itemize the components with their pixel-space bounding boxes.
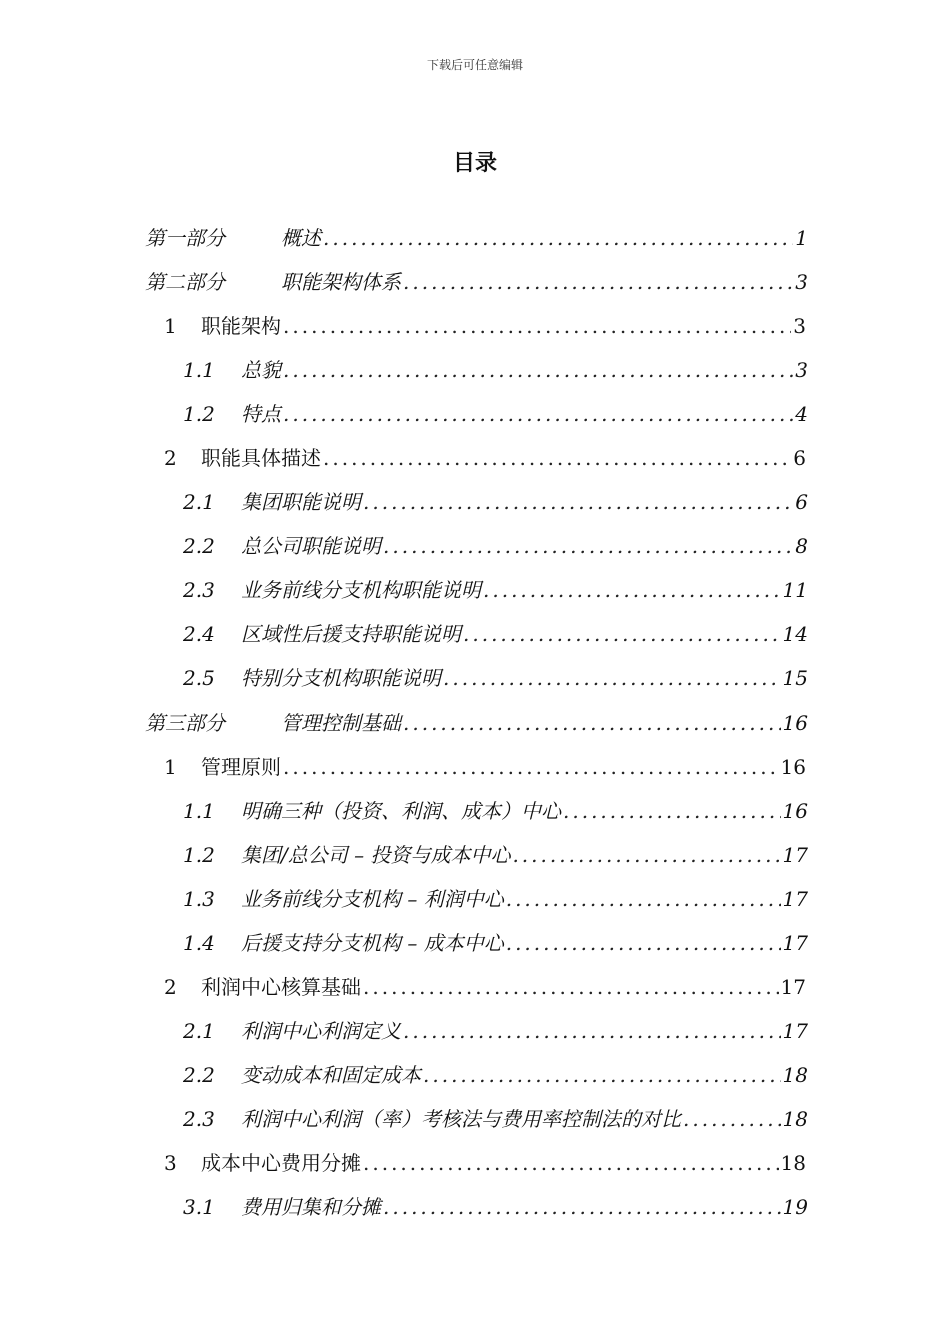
toc-entry-page-number: 6 bbox=[793, 446, 806, 470]
toc-entry-label: 利润中心核算基础 bbox=[201, 975, 361, 999]
toc-dot-leader bbox=[323, 446, 791, 470]
toc-dot-leader bbox=[463, 622, 781, 646]
toc-entry-page-number: 6 bbox=[795, 490, 808, 514]
toc-entry-label: 费用归集和分摊 bbox=[241, 1195, 381, 1219]
toc-entry[interactable] bbox=[183, 662, 808, 692]
toc-entry[interactable] bbox=[183, 398, 808, 428]
toc-entry[interactable] bbox=[183, 574, 808, 604]
toc-entry-number: 3 bbox=[164, 1151, 177, 1175]
toc-dot-leader bbox=[423, 1063, 781, 1087]
toc-entry-page-number: 14 bbox=[782, 622, 808, 646]
toc-entry-page-number: 15 bbox=[782, 666, 808, 690]
header-note: 下载后可任意编辑 bbox=[426, 58, 523, 72]
toc-entry-number: 1.3 bbox=[183, 887, 215, 911]
toc-entry-label: 特点 bbox=[241, 402, 281, 426]
toc-dot-leader bbox=[283, 755, 779, 779]
toc-entry-label: 成本中心费用分摊 bbox=[201, 1151, 361, 1175]
toc-entry-page-number: 3 bbox=[795, 358, 808, 382]
toc-entry-label: 特别分支机构职能说明 bbox=[241, 666, 441, 690]
toc-entry-number: 1.2 bbox=[183, 402, 215, 426]
toc-entry-page-number: 19 bbox=[782, 1195, 808, 1219]
toc-dot-leader bbox=[506, 887, 781, 911]
toc-entry[interactable] bbox=[183, 839, 808, 869]
toc-entry-label: 业务前线分支机构职能说明 bbox=[241, 578, 481, 602]
toc-dot-leader bbox=[563, 799, 781, 823]
toc-entry[interactable] bbox=[145, 266, 808, 296]
toc-entry-page-number: 16 bbox=[782, 799, 808, 823]
toc-entry-page-number: 3 bbox=[795, 270, 808, 294]
toc-entry-number: 2.4 bbox=[183, 622, 215, 646]
toc-entry-page-number: 17 bbox=[782, 931, 808, 955]
toc-entry-label: 管理原则 bbox=[201, 755, 281, 779]
toc-entry-label: 职能具体描述 bbox=[201, 446, 321, 470]
toc-dot-leader bbox=[383, 534, 793, 558]
toc-entry[interactable] bbox=[183, 354, 808, 384]
toc-entry-page-number: 3 bbox=[793, 314, 806, 338]
toc-entry[interactable] bbox=[164, 442, 806, 472]
toc-entry[interactable] bbox=[145, 222, 808, 252]
toc-dot-leader bbox=[323, 226, 793, 250]
toc-title: 目录 bbox=[452, 151, 497, 176]
toc-entry-number: 1.1 bbox=[183, 358, 215, 382]
toc-entry-label: 管理控制基础 bbox=[281, 711, 401, 735]
toc-entry[interactable] bbox=[183, 1015, 808, 1045]
toc-entry-page-number: 17 bbox=[782, 843, 808, 867]
toc-entry-page-number: 18 bbox=[782, 1107, 808, 1131]
toc-entry[interactable] bbox=[183, 795, 808, 825]
toc-entry-label: 集团职能说明 bbox=[241, 490, 361, 514]
toc-entry-number: 第一部分 bbox=[145, 226, 225, 250]
toc-entry-number: 1 bbox=[164, 314, 177, 338]
toc-entry-label: 业务前线分支机构 – 利润中心 bbox=[241, 887, 504, 911]
toc-dot-leader bbox=[283, 402, 793, 426]
toc-entry-number: 1 bbox=[164, 755, 177, 779]
toc-entry-number: 2 bbox=[164, 975, 177, 999]
toc-entry-label: 明确三种（投资、利润、成本）中心 bbox=[241, 799, 561, 823]
toc-entry-number: 3.1 bbox=[183, 1195, 215, 1219]
toc-entry-page-number: 17 bbox=[780, 975, 806, 999]
toc-entry-label: 变动成本和固定成本 bbox=[241, 1063, 421, 1087]
toc-dot-leader bbox=[283, 314, 791, 338]
toc-entry[interactable] bbox=[145, 707, 808, 737]
toc-entry[interactable] bbox=[164, 751, 806, 781]
toc-entry-label: 利润中心利润定义 bbox=[241, 1019, 401, 1043]
toc-entry-page-number: 4 bbox=[795, 402, 808, 426]
toc-entry-number: 1.2 bbox=[183, 843, 215, 867]
toc-dot-leader bbox=[283, 358, 793, 382]
toc-entry-page-number: 18 bbox=[782, 1063, 808, 1087]
toc-entry[interactable] bbox=[183, 530, 808, 560]
toc-entry-label: 利润中心利润（率）考核法与费用率控制法的对比 bbox=[241, 1107, 681, 1131]
toc-dot-leader bbox=[403, 1019, 781, 1043]
toc-entry-page-number: 16 bbox=[780, 755, 806, 779]
toc-entry-label: 总貌 bbox=[241, 358, 281, 382]
toc-dot-leader bbox=[363, 1151, 779, 1175]
toc-entry[interactable] bbox=[183, 927, 808, 957]
toc-entry-number: 2.2 bbox=[183, 534, 215, 558]
toc-dot-leader bbox=[506, 931, 781, 955]
toc-dot-leader bbox=[363, 490, 793, 514]
toc-entry-label: 职能架构 bbox=[201, 314, 281, 338]
toc-entry[interactable] bbox=[183, 486, 808, 516]
toc-entry-label: 职能架构体系 bbox=[281, 270, 401, 294]
toc-entry-page-number: 17 bbox=[782, 1019, 808, 1043]
toc-dot-leader bbox=[443, 666, 781, 690]
toc-entry-number: 2.2 bbox=[183, 1063, 215, 1087]
toc-entry[interactable] bbox=[183, 1103, 808, 1133]
toc-entry-number: 第三部分 bbox=[145, 711, 225, 735]
toc-entry-number: 2.3 bbox=[183, 578, 215, 602]
toc-entry-number: 1.4 bbox=[183, 931, 215, 955]
toc-entry-number: 2.1 bbox=[183, 490, 215, 514]
toc-entry-page-number: 8 bbox=[795, 534, 808, 558]
toc-entry-label: 概述 bbox=[281, 226, 321, 250]
toc-entry-label: 集团/总公司 – 投资与成本中心 bbox=[241, 843, 511, 867]
toc-dot-leader bbox=[403, 270, 793, 294]
toc-entry-number: 2.5 bbox=[183, 666, 215, 690]
toc-entry[interactable] bbox=[164, 971, 806, 1001]
toc-entry[interactable] bbox=[164, 1147, 806, 1177]
toc-entry-number: 2 bbox=[164, 446, 177, 470]
toc-entry-label: 区域性后援支持职能说明 bbox=[241, 622, 461, 646]
toc-entry-number: 1.1 bbox=[183, 799, 215, 823]
toc-entry-number: 第二部分 bbox=[145, 270, 225, 294]
toc-dot-leader bbox=[383, 1195, 781, 1219]
toc-dot-leader bbox=[512, 843, 780, 867]
toc-entry[interactable] bbox=[164, 310, 806, 340]
toc-entry-number: 2.3 bbox=[183, 1107, 215, 1131]
toc-entry[interactable] bbox=[183, 1059, 808, 1089]
toc-entry-label: 总公司职能说明 bbox=[241, 534, 381, 558]
toc-dot-leader bbox=[483, 578, 781, 602]
toc-entry[interactable] bbox=[183, 883, 808, 913]
toc-dot-leader bbox=[403, 711, 781, 735]
toc-entry-page-number: 11 bbox=[782, 578, 808, 602]
toc-entry-page-number: 1 bbox=[795, 226, 808, 250]
toc-entry-page-number: 17 bbox=[782, 887, 808, 911]
toc-entry-page-number: 16 bbox=[782, 711, 808, 735]
toc-entry[interactable] bbox=[183, 1191, 808, 1221]
toc-entry[interactable] bbox=[183, 618, 808, 648]
toc-entry-label: 后援支持分支机构 – 成本中心 bbox=[241, 931, 504, 955]
toc-entry-page-number: 18 bbox=[780, 1151, 806, 1175]
toc-dot-leader bbox=[683, 1107, 781, 1131]
toc-dot-leader bbox=[363, 975, 779, 999]
toc-entry-number: 2.1 bbox=[183, 1019, 215, 1043]
